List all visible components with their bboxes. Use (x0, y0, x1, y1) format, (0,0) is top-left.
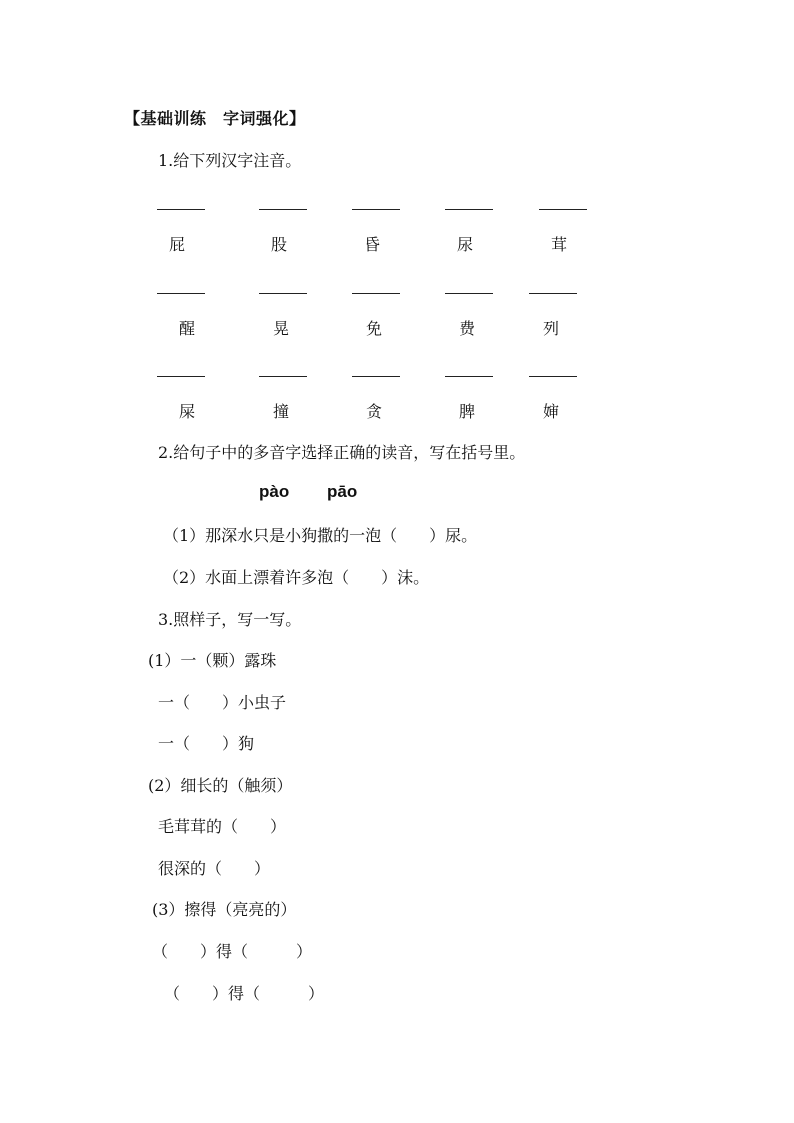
pinyin-blank[interactable] (259, 376, 307, 377)
hanzi-char: 屎 (178, 402, 195, 421)
q2-item: （1）那深水只是小狗撒的一泡（ ）尿。 (163, 526, 478, 545)
hanzi-char: 醒 (178, 319, 195, 338)
pinyin-blank[interactable] (157, 293, 205, 294)
hanzi-char: 股 (270, 235, 287, 254)
q3-example: (1）一（颗）露珠 (148, 651, 277, 670)
q3-example: (2）细长的（触须） (148, 776, 293, 795)
pinyin-blank[interactable] (259, 293, 307, 294)
pinyin-blank[interactable] (259, 209, 307, 210)
hanzi-char: 尿 (456, 235, 473, 254)
hanzi-char: 撞 (272, 402, 289, 421)
pinyin-blank[interactable] (539, 209, 587, 210)
pinyin-option: pāo (327, 482, 358, 501)
pinyin-option: pào (259, 482, 290, 501)
q3-line: 一（ ）狗 (158, 734, 255, 753)
q3-line: 毛茸茸的（ ） (158, 817, 287, 836)
pinyin-blank[interactable] (445, 209, 493, 210)
pinyin-blank[interactable] (352, 209, 400, 210)
q3-line: 很深的（ ） (158, 859, 271, 878)
pinyin-blank[interactable] (157, 376, 205, 377)
hanzi-char: 婶 (542, 402, 559, 421)
pinyin-blank[interactable] (157, 209, 205, 210)
q2-prompt: 2.给句子中的多音字选择正确的读音，写在括号里。 (158, 443, 526, 462)
q3-line: （ ）得（ ） (152, 942, 313, 961)
hanzi-char: 贪 (365, 402, 382, 421)
hanzi-char: 脾 (458, 402, 475, 421)
pinyin-blank[interactable] (529, 293, 577, 294)
hanzi-char: 屁 (168, 235, 185, 254)
hanzi-char: 免 (365, 319, 382, 338)
q3-line: （ ）得（ ） (164, 984, 325, 1003)
q3-line: 一（ ）小虫子 (158, 693, 287, 712)
hanzi-char: 茸 (550, 235, 567, 254)
q2-item: （2）水面上漂着许多泡（ ）沫。 (163, 568, 430, 587)
section-title: 【基础训练 字词强化】 (124, 109, 306, 128)
hanzi-char: 费 (458, 319, 475, 338)
pinyin-blank[interactable] (445, 293, 493, 294)
q1-prompt: 1.给下列汉字注音。 (158, 151, 302, 170)
hanzi-char: 晃 (272, 319, 289, 338)
hanzi-char: 列 (542, 319, 559, 338)
q3-prompt: 3.照样子，写一写。 (158, 610, 302, 629)
hanzi-char: 昏 (363, 235, 380, 254)
pinyin-blank[interactable] (529, 376, 577, 377)
pinyin-blank[interactable] (352, 376, 400, 377)
q3-example: (3）擦得（亮亮的） (152, 900, 297, 919)
pinyin-blank[interactable] (352, 293, 400, 294)
pinyin-blank[interactable] (445, 376, 493, 377)
